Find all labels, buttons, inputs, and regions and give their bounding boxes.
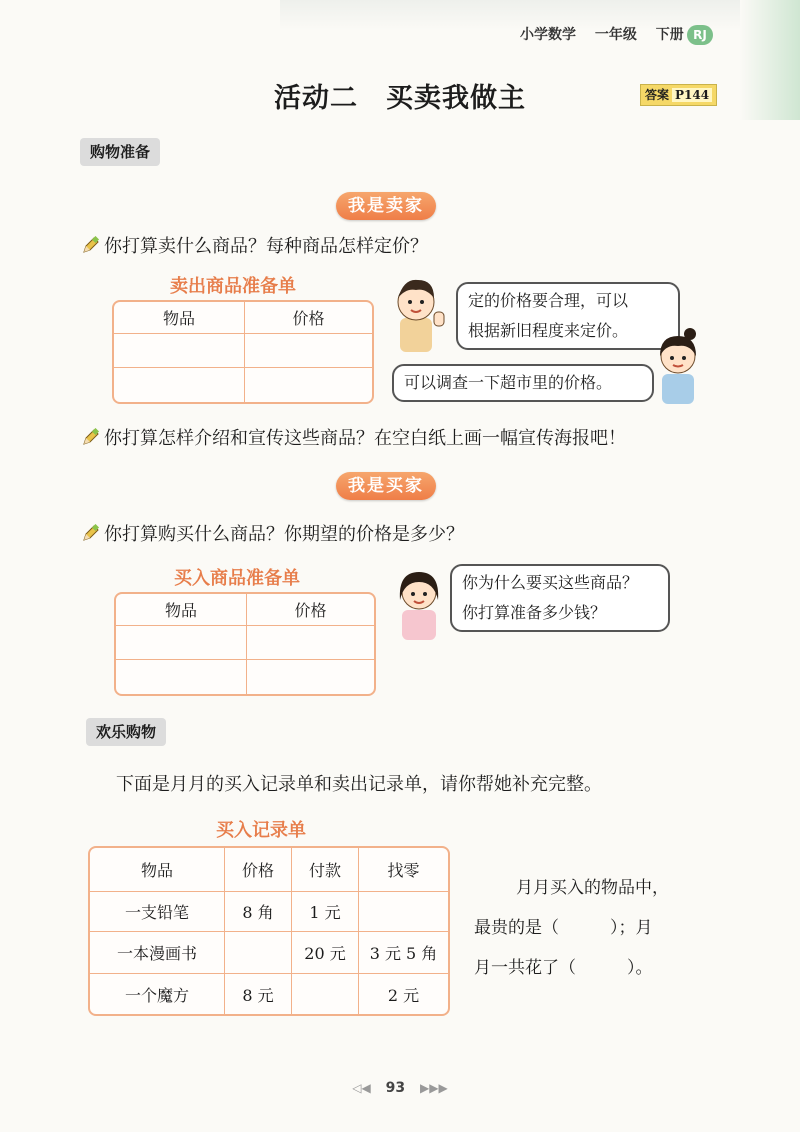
table-cell: 3 元 5 角 (359, 932, 448, 974)
seller-pill: 我是卖家 (336, 192, 436, 220)
boy-illustration (386, 272, 448, 354)
pencil-icon (82, 236, 100, 254)
fill-in-question (474, 868, 714, 988)
header-volume: 下册 (655, 27, 684, 43)
buyer-question (82, 520, 464, 546)
seller-bubble-1 (456, 282, 680, 350)
answer-tag[interactable] (640, 84, 717, 106)
seller-question-2 (82, 424, 626, 450)
table-cell-blank[interactable] (225, 932, 292, 974)
buyer-pill: 我是买家 (336, 472, 436, 500)
seller-question-1 (82, 232, 428, 258)
table-row (90, 892, 448, 932)
table-cell[interactable] (245, 334, 372, 368)
page-footer (0, 1080, 800, 1096)
girl-buyer-illustration (392, 560, 446, 642)
seller-bubble-2: 可以调查一下超市里的价格。 (392, 364, 654, 402)
table-cell[interactable] (245, 368, 372, 402)
header-subject: 小学数学 (520, 27, 576, 43)
table-cell: 1 元 (292, 892, 359, 932)
seller-col-price: 价格 (245, 302, 372, 334)
table-cell-blank[interactable] (292, 974, 359, 1014)
table-cell[interactable] (247, 626, 374, 660)
table-cell[interactable] (247, 660, 374, 694)
table-cell: 8 元 (225, 974, 292, 1014)
section-tag-fun: 欢乐购物 (86, 718, 166, 746)
record-col-paid: 付款 (292, 848, 359, 892)
buyer-prep-table (114, 592, 376, 696)
pencil-icon (82, 524, 100, 542)
answer-page: P144 (672, 88, 712, 102)
page-title: 活动二 买卖我做主 (274, 83, 526, 114)
table-row (90, 932, 448, 974)
buyer-col-price: 价格 (247, 594, 374, 626)
seller-col-item: 物品 (114, 302, 245, 334)
record-col-price: 价格 (225, 848, 292, 892)
buyer-question-text: 你打算购买什么商品？你期望的价格是多少？ (104, 524, 464, 545)
table-cell[interactable] (114, 334, 245, 368)
buyer-table-title: 买入商品准备单 (174, 568, 300, 589)
header-info (520, 24, 698, 44)
bubble-line: 你打算准备多少钱？ (462, 603, 607, 622)
fun-intro: 下面是月月的买入记录单和卖出记录单，请你帮她补充完整。 (116, 774, 602, 795)
record-col-change: 找零 (359, 848, 448, 892)
bubble-line: 根据新旧程度来定价。 (468, 321, 629, 340)
table-cell: 一本漫画书 (90, 932, 225, 974)
table-cell[interactable] (114, 368, 245, 402)
bubble-line: 定的价格要合理，可以 (468, 291, 629, 310)
buyer-bubble (450, 564, 670, 632)
fill-line: 最贵的是（ ）；月 (474, 918, 653, 938)
buyer-col-item: 物品 (116, 594, 247, 626)
next-arrows: ▶▶▶ (420, 1081, 448, 1095)
table-cell: 20 元 (292, 932, 359, 974)
prev-arrows: ◁◀ (352, 1081, 371, 1095)
edition-badge: RJ (687, 25, 713, 45)
table-cell: 一个魔方 (90, 974, 225, 1014)
section-tag-prep: 购物准备 (80, 138, 160, 166)
table-cell-blank[interactable] (359, 892, 448, 932)
bubble-line: 你为什么要买这些商品？ (462, 573, 639, 592)
record-col-item: 物品 (90, 848, 225, 892)
pencil-icon (82, 428, 100, 446)
fill-line: 月月买入的物品中， (516, 878, 669, 898)
record-table-title: 买入记录单 (216, 820, 306, 841)
purchase-record-table (88, 846, 450, 1016)
seller-prep-table (112, 300, 374, 404)
table-cell: 2 元 (387, 985, 420, 1005)
table-cell: 8 角 (225, 892, 292, 932)
seller-question-1-text: 你打算卖什么商品？每种商品怎样定价？ (104, 236, 428, 257)
page-number: 93 (385, 1080, 406, 1096)
seller-question-2-text: 你打算怎样介绍和宣传这些商品？在空白纸上画一幅宣传海报吧！ (104, 428, 626, 449)
table-row (90, 974, 448, 1014)
girl-illustration (650, 322, 706, 406)
seller-table-title: 卖出商品准备单 (170, 276, 296, 297)
table-cell[interactable] (116, 660, 247, 694)
fill-line: 月一共花了（ ）。 (474, 958, 653, 978)
table-cell[interactable] (116, 626, 247, 660)
answer-label: 答案 (645, 88, 670, 102)
header-grade: 一年级 (594, 27, 637, 43)
table-cell: 一支铅笔 (90, 892, 225, 932)
